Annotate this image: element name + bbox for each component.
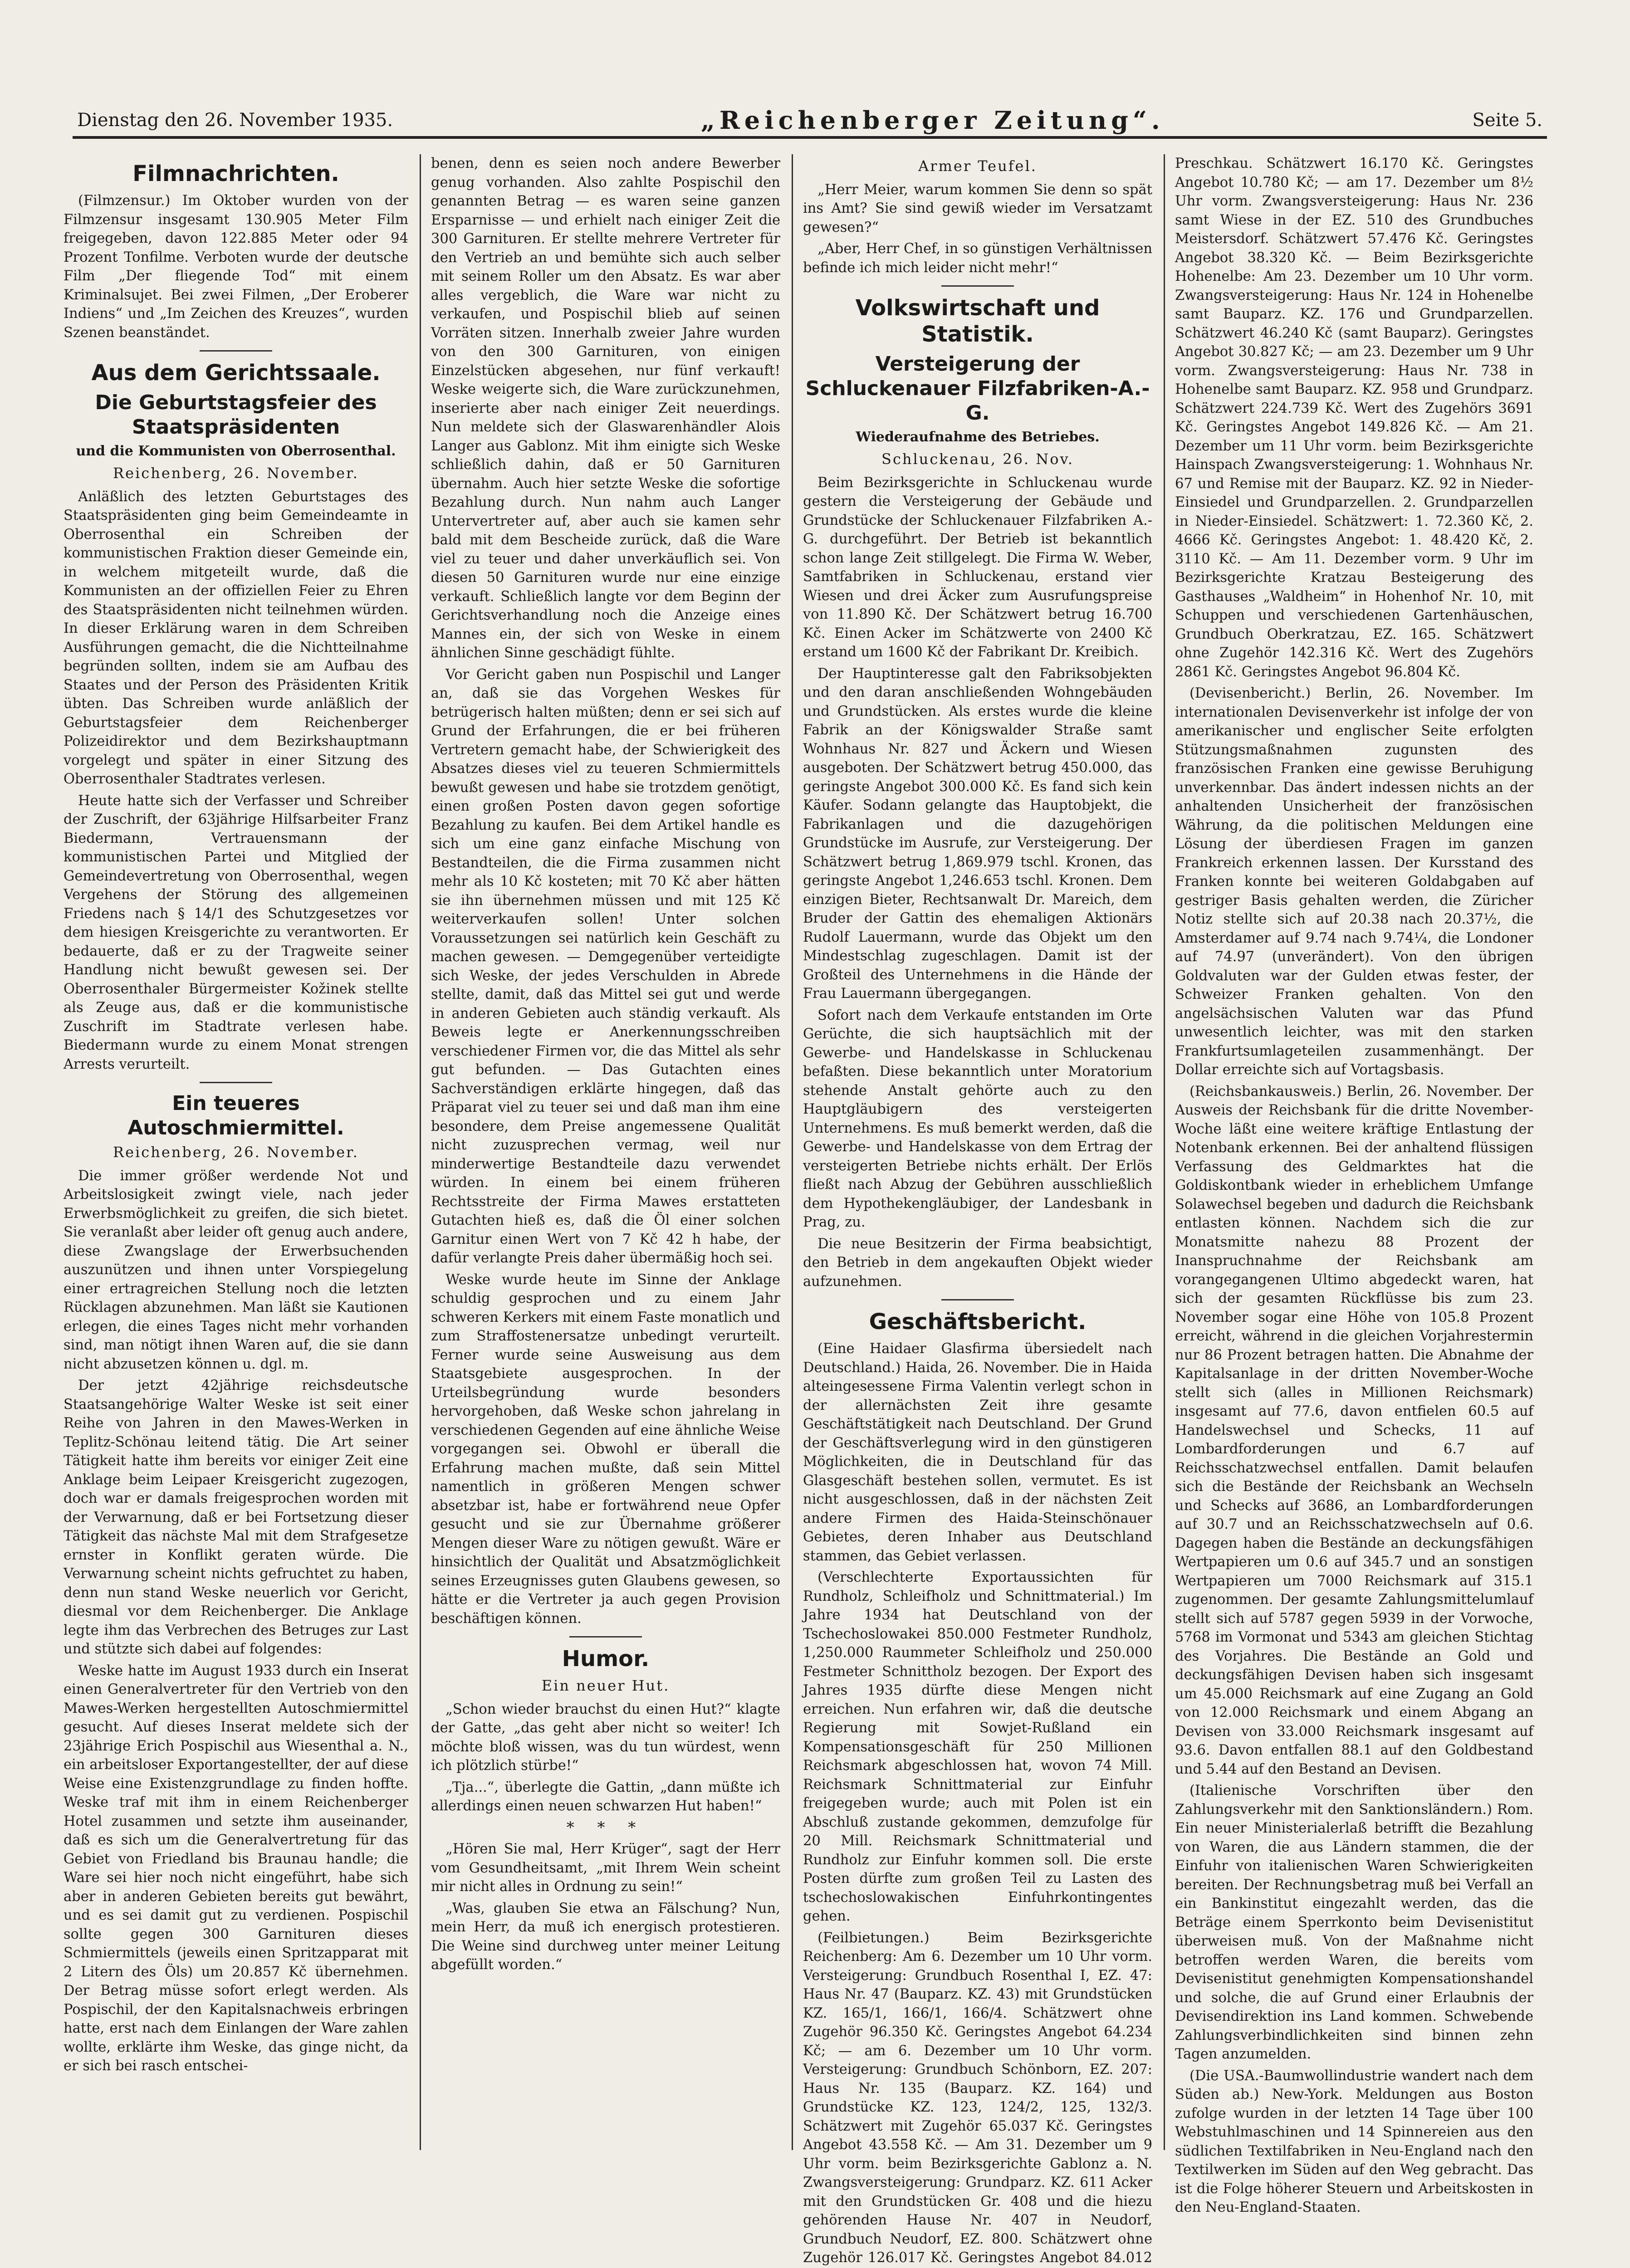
section-heading-humor: Humor. bbox=[431, 1646, 780, 1672]
column-separator bbox=[1164, 154, 1165, 2150]
humor-title: Armer Teufel. bbox=[803, 157, 1152, 176]
article-title-auction: Versteigerung der Schluckenauer Filzfabriken-A.-G. bbox=[803, 352, 1152, 425]
paragraph: Vor Gericht gaben nun Pospischil und Langer an, daß sie das Vorgehen Weskes für betrügerisch halten müßten; denn er sei sich auf Grund der Erfahrungen, die er bei früheren Vertretern gemacht habe, der Schwierigkeit des Absatzes dieses viel zu teueren Schmiermittels bewußt gewesen und habe sie trotzdem genötigt, einen großen Posten davon gegen sofortige Bezahlung zu kaufen. Bei dem Artikel handle es sich um eine ganz einfache Mischung von Bestandteilen, die die Firma zusammen nicht mehr als 10 Kč kosteten; mit 70 Kč aber hätten sie ihn übernehmen müssen und mit 125 Kč weiterverkaufen sollen! Unter solchen Voraussetzungen sei natürlich kein Geschäft zu machen gewesen. — Demgegenüber verteidigte sich Weske, der jedes Verschulden in Abrede stellte, damit, daß das Mittel sei gut und werde in anderen Gebieten auch ständig verkauft. Als Beweis legte er Anerkennungsschreiben verschiedener Firmen vor, die das Mittel als sehr gut befunden. — Das Gutachten eines Sachverständigen erklärte hingegen, daß das Präparat viel zu teuer sei und daß man ihm eine besondere, dem Preise angemessene Qualität nicht zuzusprechen vermag, weil nur minderwertige Bestandteile dazu verwendet würden. In einem bei einem früheren Rechtsstreite der Firma Mawes erstatteten Gutachten hieß es, daß die Öl einer solchen Garnitur einen Wert von 7 Kč 42 h habe, der dafür verlangte Preis daher übermäßig hoch sei. bbox=[431, 665, 780, 1268]
paragraph: (Devisenbericht.) Berlin, 26. November. Im internationalen Devisenverkehr ist infolge der von amerikanischer und englischer Seite erfolgten Stützungsmaßnahmen zugunsten des französischen Franken eine gewisse Beruhigung unverkennbar. Das ändert indessen nichts an der anhaltenden Unsicherheit der französischen Währung, da die politischen Meldungen eine Lösung der überdiesen Fragen im ganzen Frankreich erkennen lassen. Der Kursstand des Franken konnte bei weiteren Goldabgaben auf gestriger Basis gehalten werden, die Züricher Notiz stellte sich auf 20.38 nach 20.37½, die Amsterdamer auf 9.74 nach 9.74¼, die Londoner auf 74.97 (unverändert). Von den übrigen Goldvaluten war der Gulden etwas fester, der Schweizer Franken gehalten. Von den angelsächsischen Valuten war das Pfund unwesentlich leichter, was mit den starken Frankfurtsumlageteilen zusammenhängt. Der Dollar erreichte sich auf Vortagsbasis. bbox=[1175, 684, 1533, 1080]
header-rule bbox=[73, 136, 1547, 139]
paragraph: „Herr Meier, warum kommen Sie denn so spät ins Amt? Sie sind gewiß wieder im Versatzamt gewesen?“ bbox=[803, 181, 1152, 237]
divider bbox=[941, 285, 1014, 287]
paragraph: (Verschlechterte Exportaussichten für Rundholz, Schleifholz und Schnittmaterial.) Im Jahre 1934 hat Deutschland von der Tschechoslowakei 850.000 Festmeter Rundholz, 1,250.000 Raummeter Schleifholz und 250.000 Festmeter Schnittholz bezogen. Der Export des Jahres 1935 dürfte diese Mengen nicht erreichen. Nun erfahren wir, daß die deutsche Regierung mit Sowjet-Rußland ein Kompensationsgeschäft für 250 Millionen Reichsmark abgeschlossen hat, wovon 74 Mill. Reichsmark Schnittmaterial zur Einfuhr freigegeben wurde; auch mit Polen ist ein Abschluß zustande gekommen, demzufolge für 20 Mill. Reichsmark Schnittmaterial und Rundholz zur Einfuhr kommen soll. Die erste Posten dürfte zum großen Teil zu Lasten des tschechoslowakischen Einfuhrkontingentes gehen. bbox=[803, 1568, 1152, 1926]
divider bbox=[569, 1636, 642, 1637]
column-1 bbox=[64, 154, 408, 2150]
paragraph: Anläßlich des letzten Geburtstages des Staatspräsidenten ging beim Gemeindeamte in Oberrosenthal ein Schreiben der kommunistischen Fraktion dieser Gemeinde ein, in welchem mitgeteilt wurde, daß die Kommunisten an der offiziellen Feier zu Ehren des Staatspräsidenten nicht teilnehmen würden. In dieser Erklärung waren in dem Schreiben Ausführungen gemacht, die die Nichtteilnahme begründen sollten, indem sie am Aufbau des Staates und der Person des Präsidenten Kritik übten. Das Schreiben wurde anläßlich der Geburtstagsfeier dem Reichenberger Polizeidirektor und dem Bezirkshauptmann vorgelegt und später in einer Sitzung des Oberrosenthaler Stadtrates verlesen. bbox=[64, 488, 408, 789]
section-heading-business: Geschäftsbericht. bbox=[803, 1309, 1152, 1335]
paragraph: „Tja...“, überlegte die Gattin, „dann müßte ich allerdings einen neuen schwarzen Hut haben!“ bbox=[431, 1778, 780, 1816]
humor-title: Ein neuer Hut. bbox=[431, 1677, 780, 1696]
newspaper-title: „Reichenberger Zeitung“. bbox=[701, 106, 1165, 135]
paragraph: Sofort nach dem Verkaufe entstanden im Orte Gerüchte, die sich hauptsächlich mit der Gewerbe- und Handelskasse in Schluckenau befaßten. Diese bekanntlich unter Moratorium stehende Anstalt gehörte auch zu den Hauptgläubigern des versteigerten Unternehmens. Es muß bemerkt werden, daß die Gewerbe- und Handelskasse von dem Ertrag der versteigerten Betriebe nichts erhält. Der Erlös fließt nach Abzug der Gebühren ausschließlich dem Hypothekengläubiger, der Landesbank in Prag, zu. bbox=[803, 1006, 1152, 1232]
paragraph: Beim Bezirksgerichte in Schluckenau wurde gestern die Versteigerung der Gebäude und Grundstücke der Schluckenauer Filzfabriken A.-G. durchgeführt. Der Betrieb ist bekanntlich schon lange Zeit stillgelegt. Die Firma W. Weber, Samtfabriken in Schluckenau, erstand vier Wiesen und drei Äcker zum Ausrufungspreise von 11.890 Kč. Der Schätzwert betrug 16.700 Kč. Einen Acker im Schätzwerte von 2400 Kč erstand um 1600 Kč der Fabrikant Dr. Kreibich. bbox=[803, 474, 1152, 662]
section-heading-film: Filmnachrichten. bbox=[64, 161, 408, 187]
film-article: (Filmzensur.) Im Oktober wurden von der Filmzensur insgesamt 130.905 Meter Film freigegeben, davon 122.885 Meter oder 94 Prozent Tonfilme. Verboten wurde der deutsche Film „Der fliegende Tod“ mit einem Kriminalsujet. Bei zwei Filmen, „Der Eroberer Indiens“ und „Im Zeichen des Kreuzes“, wurden Szenen beanständet. bbox=[64, 191, 408, 342]
paragraph: (Eine Haidaer Glasfirma übersiedelt nach Deutschland.) Haida, 26. November. Die in Haida alteingesessene Firma Valentin verlegt schon in der allernächsten Zeit ihre gesamte Geschäftstätigkeit nach Deutschland. Der Grund der Geschäftsverlegung wird in den günstigeren Möglichkeiten, die in Deutschland für das Glasgeschäft bestehen sollen, vermutet. Es ist nicht ausgeschlossen, daß in der nächsten Zeit andere Firmen des Haida-Steinschönauer Gebietes, deren Inhaber aus Deutschland stammen, das Gebiet verlassen. bbox=[803, 1339, 1152, 1565]
article-title-lubricant: Ein teueres Autoschmiermittel. bbox=[64, 1091, 408, 1140]
paragraph: „Was, glauben Sie etwa an Fälschung? Nun, mein Herr, da muß ich energisch protestieren. Die Weine sind durchweg unter meiner Leitung abgefüllt worden.“ bbox=[431, 1899, 780, 1975]
column-separator bbox=[792, 154, 793, 2150]
paragraph: benen, denn es seien noch andere Bewerber genug vorhanden. Also zahlte Pospischil den genannten Betrag — es waren seine ganzen Ersparnisse — und erhielt nach einiger Zeit die 300 Garnituren. Er stellte mehrere Vertreter für den Vertrieb an und bemühte sich auch selber mit seinem Roller um den Absatz. Es war aber alles vergeblich, die Ware war nicht zu verkaufen, und Pospischil blieb auf seinen Vorräten sitzen. Innerhalb zweier Jahre wurden von den 300 Garnituren, von einigen Einzelstücken abgesehen, nur fünf verkauft! Weske weigerte sich, die Ware zurückzunehmen, inserierte aber nach einiger Zeit neuerdings. Nun meldete sich der Glaswarenhändler Alois Langer aus Gablonz. Mit ihm einigte sich Weske schließlich dahin, daß er 50 Garnituren übernahm. Auch hier setzte Weske die sofortige Bezahlung durch. Nun nahm auch Langer Untervertreter auf, aber auch sie kamen sehr bald mit dem Bescheide zurück, daß die Ware viel zu teuer und daher unverkäuflich sei. Von diesen 50 Garnituren wurde nur eine einzige verkauft. Schließlich langte vor dem Beginn der Gerichtsverhandlung noch die Anzeige eines Mannes ein, der sich von Weske in einem ähnlichen Sinne geschädigt fühlte. bbox=[431, 154, 780, 663]
paragraph: Preschkau. Schätzwert 16.170 Kč. Geringstes Angebot 10.780 Kč; — am 17. Dezember um 8½ Uhr vorm. Zwangsversteigerung: Haus Nr. 236 samt Wiese in der EZ. 510 des Grundbuches Meistersdorf. Schätzwert 57.476 Kč. Geringstes Angebot 38.320 Kč. — Beim Bezirksgerichte Hohenelbe: Am 23. Dezember um 10 Uhr vorm. Zwangsversteigerung: Haus Nr. 124 in Hohenelbe samt Bauparz. KZ. 176 und Grundparzellen. Schätzwert 46.240 Kč (samt Bauparz). Geringstes Angebot 30.827 Kč; — am 23. Dezember um 9 Uhr vorm. Zwangsversteigerung: Haus Nr. 738 in Hohenelbe samt Bauparz. KZ. 958 und Grundparz. Schätzwert 224.739 Kč. Wert des Zugehörs 3691 Kč. Geringstes Angebot 149.826 Kč. — Am 21. Dezember um 11 Uhr vorm. beim Bezirksgerichte Hainspach Zwangsversteigerung: 1. Wohnhaus Nr. 67 und Remise mit der Bauparz. KZ. 92 in Nieder-Einsiedel und Grundparzellen. 2. Grundparzellen in Nieder-Einsiedel. Schätzwert: 1. 72.360 Kč, 2. 4666 Kč. Geringstes Angebot: 1. 48.420 Kč, 2. 3110 Kč. — Am 11. Dezember vorm. 9 Uhr im Bezirksgerichte Kratzau Besteigerung des Gasthauses „Waldheim“ in Hohenhof Nr. 10, mit Schuppen und verschiedenen Gartenhäuschen, Grundbuch Oberkratzau, EZ. 165. Schätzwert ohne Zugehör 142.316 Kč. Wert des Zugehörs 2861 Kč. Geringstes Angebot 96.804 Kč. bbox=[1175, 154, 1533, 681]
paragraph: „Aber, Herr Chef, in so günstigen Verhältnissen befinde ich mich leider nicht mehr!“ bbox=[803, 240, 1152, 277]
section-heading-economy: Volkswirtschaft und Statistik. bbox=[803, 295, 1152, 347]
paragraph: Weske hatte im August 1933 durch ein Inserat einen Generalvertreter für den Vertrieb von den Mawes-Werken hergestellten Autoschmiermittel gesucht. Auf dieses Inserat meldete sich der 23jährige Erich Pospischil aus Wiesenthal a. N., ein arbeitsloser Exportangestellter, der auf diese Weise eine Existenzgrundlage zu finden hoffte. Weske traf mit ihm in einem Reichenberger Hotel zusammen und setzte ihm auseinander, daß es sich um die Generalvertretung für das Gebiet von Friedland bis Braunau handle; die Ware sei hier noch nicht eingeführt, habe sich aber in anderen Gebieten bereits gut bewährt, und es sei damit gut zu verdienen. Pospischil sollte gegen 300 Garnituren dieses Schmiermittels (jeweils einen Spritzapparat mit 2 Litern des Öls) um 20.857 Kč übernehmen. Der Betrag müsse sofort erlegt werden. Als Pospischil, der den Kapitalsnachweis erbringen hatte, erst nach dem Einlangen der Ware zahlen wollte, erklärte ihm Weske, das ginge nicht, da er sich bei rasch entschei- bbox=[64, 1662, 408, 2076]
column-separator bbox=[420, 154, 421, 2150]
separator-stars: * * * bbox=[431, 1818, 780, 1838]
paragraph: Weske wurde heute im Sinne der Anklage schuldig gesprochen und zu einem Jahr schweren Kerkers mit einem Faste monatlich und zum Straffostenersatze unbedingt verurteilt. Ferner wurde seine Ausweisung aus dem Staatsgebiete ausgesprochen. In der Urteilsbegründung wurde besonders hervorgehoben, daß Weske schon jahrelang in verschiedenen Gegenden auf eine ähnliche Weise vorgegangen sei. Obwohl er überall die Erfahrung machen mußte, daß sein Mittel namentlich in größeren Mengen schwer absetzbar ist, habe er fortwährend neue Opfer gesucht und sie zur Übernahme größerer Mengen dieser Ware zu nötigen gewußt. Wäre er hinsichtlich der Qualität und Absatzmöglichkeit seines Erzeugnisses guten Glaubens gewesen, so hätte er die Vertreter ja auch gegen Provision beschäftigen können. bbox=[431, 1271, 780, 1628]
column-3 bbox=[803, 154, 1152, 2150]
section-heading-court: Aus dem Gerichtssaale. bbox=[64, 360, 408, 386]
issue-date: Dienstag den 26. November 1935. bbox=[77, 110, 393, 131]
paragraph: Der jetzt 42jährige reichsdeutsche Staatsangehörige Walter Weske ist seit einer Reihe von Jahren in den Mawes-Werken in Teplitz-Schönau leitend tätig. Die Art seiner Tätigkeit hatte ihm bereits vor einiger Zeit eine Anklage beim Leipaer Kreisgericht zugezogen, doch war er damals freigesprochen worden mit der Verwarnung, daß er bei Fortsetzung dieser Tätigkeit das nächste Mal mit dem Strafgesetze ernster in Konflikt geraten würde. Die Verwarnung scheint nichts gefruchtet zu haben, denn nun stand Weske neuerlich vor Gericht, diesmal vor dem Reichenberger. Die Anklage legte ihm das Verbrechen des Betruges zur Last und stützte sich dabei auf folgendes: bbox=[64, 1376, 408, 1659]
divider bbox=[200, 350, 272, 352]
paragraph: „Schon wieder brauchst du einen Hut?“ klagte der Gatte, „das geht aber nicht so weiter! Ich möchte bloß wissen, was du tun würdest, wenn ich plötzlich stürbe!“ bbox=[431, 1700, 780, 1775]
paragraph: Die immer größer werdende Not und Arbeitslosigkeit zwingt viele, nach jeder Erwerbsmöglichkeit zu greifen, die sich bietet. Sie veranlaßt aber leider oft genug auch andere, diese Zwangslage der Erwerbsuchenden auszunützen und ihnen unter Vorspiegelung einer ertragreichen Stellung noch die letzten Rücklagen abzunehmen. Man läßt sie Kautionen erlegen, die eines Tages nicht mehr vorhanden sind, man nötigt ihnen Waren auf, die sie dann nicht abzusetzen können u. dgl. m. bbox=[64, 1167, 408, 1374]
divider bbox=[941, 1299, 1014, 1300]
article-title-birthday: Die Geburtstagsfeier des Staatspräsidenten bbox=[64, 391, 408, 440]
divider bbox=[200, 1082, 272, 1083]
column-4 bbox=[1175, 154, 1533, 2150]
paragraph: Der Hauptinteresse galt den Fabriksobjekten und den daran anschließenden Wohngebäuden und Grundstücken. Als erstes wurde die kleine Fabrik an der Königswalder Straße samt Wohnhaus Nr. 827 und Äckern und Wiesen ausgeboten. Der Schätzwert betrug 450.000, das geringste Angebot 300.000 Kč. Es fand sich kein Käufer. Sodann gelangte das Hauptobjekt, die Fabrikanlagen und die dazugehörigen Grundstücke im Ausrufe, zur Versteigerung. Der Schätzwert betrug 1,869.979 tschl. Kronen, das geringste Angebot 1,246.653 tschl. Kronen. Dem einzigen Bieter, Rechtsanwalt Dr. Mareich, dem Bruder der Gattin des ehemaligen Aktionärs Rudolf Lauermann, wurde das Objekt um den Mindestschlag zugeschlagen. Damit ist der Großteil des Unternehmens in die Hände der Frau Lauermann übergegangen. bbox=[803, 665, 1152, 1003]
paragraph: Heute hatte sich der Verfasser und Schreiber der Zuschrift, der 63jährige Hilfsarbeiter Franz Biedermann, Vertrauensmann der kommunistischen Partei und Mitglied der Gemeindevertretung von Oberrosenthal, wegen Vergehens der Störung des allgemeinen Friedens nach § 14/1 des Schutzgesetzes vor dem hiesigen Kreisgerichte zu verantworten. Er bedauerte, daß er zu der Tragweite seiner Handlung nicht bewußt gewesen sei. Der Oberrosenthaler Bürgermeister Kožinek stellte als Zeuge aus, daß er die kommunistische Zuschrift im Stadtrate verlesen habe. Biedermann wurde zu einem Monat strengen Arrests verurteilt. bbox=[64, 792, 408, 1074]
article-subtitle-auction: Wiederaufnahme des Betriebes. bbox=[803, 428, 1152, 446]
paragraph: „Hören Sie mal, Herr Krüger“, sagt der Herr vom Gesundheitsamt, „mit Ihrem Wein scheint mir nicht alles in Ordnung zu sein!“ bbox=[431, 1840, 780, 1897]
dateline: Reichenberg, 26. November. bbox=[64, 464, 408, 483]
paragraph: (Reichsbankausweis.) Berlin, 26. November. Der Ausweis der Reichsbank für die dritte November-Woche läßt eine weitere kräftige Entlastung der Notenbank erkennen. Bei der anhaltend flüssigen Verfassung des Geldmarktes hat die Goldiskontbank wieder in erheblichem Umfange Solawechsel begeben und dadurch die Reichsbank entlasten können. Nachdem sich die zur Monatsmitte nahezu 88 Prozent der Inanspruchnahme der Reichsbank am vorangegangenen Ultimo abgedeckt waren, hat sich der gesamten Rückflüsse bis zum 23. November sogar eine Höhe von 105.8 Prozent erreicht, während in die gleichen Vorjahrestermin nur 86 Prozent betragen hatten. Die Abnahme der Kapitalsanlage in der dritten November-Woche stellt sich (alles in Millionen Reichsmark) insgesamt auf 77.6, davon entfielen 60.5 auf Handelswechsel und Schecks, 11 auf Lombardforderungen und 6.7 auf Reichsschatzwechsel entfallen. Damit belaufen sich die Bestände der Reichsbank an Wechseln und Schecks auf 3686, an Lombardforderungen auf 30.7 und an Reichsschatzwechseln auf 0.6. Dagegen haben die Bestände an deckungsfähigen Wertpapieren um 0.6 auf 345.7 und an sonstigen Wertpapieren um 7000 Reichsmark auf 315.1 zugenommen. Der gesamte Zahlungsmittelumlauf stellt sich auf 5787 gegen 5939 in der Vorwoche, 5768 im Vormonat und 5343 am gleichen Stichtag des Vorjahres. Die Bestände an Gold und deckungsfähigen Devisen haben sich insgesamt um 45.000 Reichsmark auf eine Zugang an Gold von 12.000 Reichsmark und einem Abgang an Devisen von 33.000 Reichsmark insgesamt auf 93.6. Davon entfallen 88.1 auf den Goldbestand und 5.44 auf den Bestand an Devisen. bbox=[1175, 1082, 1533, 1779]
paragraph: (Die USA.-Baumwollindustrie wandert nach dem Süden ab.) New-York. Meldungen aus Boston zufolge wurden in der letzten 14 Tage über 100 Webstuhlmaschinen und 14 Spinnereien aus den südlichen Textilfabriken in Neu-England nach den Textilwerken im Süden auf den Weg gebracht. Das ist die Folge höherer Steuern und Arbeitskosten in den Neu-England-Staaten. bbox=[1175, 2067, 1533, 2217]
dateline: Schluckenau, 26. Nov. bbox=[803, 450, 1152, 469]
paragraph: Die neue Besitzerin der Firma beabsichtigt, den Betrieb in dem angekauften Objekt wieder aufzunehmen. bbox=[803, 1235, 1152, 1291]
article-subtitle-birthday: und die Kommunisten von Oberrosenthal. bbox=[64, 442, 408, 460]
column-2 bbox=[431, 154, 780, 2150]
dateline: Reichenberg, 26. November. bbox=[64, 1143, 408, 1162]
page-number: Seite 5. bbox=[1473, 110, 1543, 131]
page-header bbox=[77, 100, 1542, 141]
paragraph: (Feilbietungen.) Beim Bezirksgerichte Reichenberg: Am 6. Dezember um 10 Uhr vorm. Versteigerung: Grundbuch Rosenthal I, EZ. 47: Haus Nr. 47 (Bauparz. KZ. 43) mit Grundstücken KZ. 165/1, 166/1, 166/4. Schätzwert ohne Zugehör 96.350 Kč. Geringstes Angebot 64.234 Kč; — am 6. Dezember um 10 Uhr vorm. Versteigerung: Grundbuch Schönborn, EZ. 207: Haus Nr. 135 (Bauparz. KZ. 164) und Grundstücke KZ. 123, 124/2, 125, 132/3. Schätzwert mit Zugehör 65.037 Kč. Geringstes Angebot 43.558 Kč. — Am 31. Dezember um 9 Uhr vorm. beim Bezirksgerichte Gablonz a. N. Zwangsversteigerung: Grundparz. KZ. 611 Acker mit den Grundstücken Gr. 408 und die hiezu gehörenden Hause Nr. 407 in Neudorf, Grundbuch Neudorf, EZ. 800. Schätzwert ohne Zugehör 126.017 Kč. Geringstes Angebot 84.012 bbox=[803, 1929, 1152, 2268]
paragraph: (Italienische Vorschriften über den Zahlungsverkehr mit den Sanktionsländern.) Rom. Ein neuer Ministerialerlaß betrifft die Bezahlung von Waren, die aus Ländern stammen, die der Einfuhr von italienischen Waren Schwierigkeiten bereiten. Der Rechnungsbetrag muß bei Verfall an ein Bankinstitut eingezahlt werden, das die Beträge einem Sperrkonto beim Devisenistitut überweisen muß. Von der Maßnahme nicht betroffen werden Waren, die bereits vom Devisenistitut genehmigten Kompensationshandel und solche, die auf Grund einer Erlaubnis der Devisendirektion ins Land kommen. Schwebende Zahlungsverbindlichkeiten sind binnen zehn Tagen anzumelden. bbox=[1175, 1781, 1533, 2064]
